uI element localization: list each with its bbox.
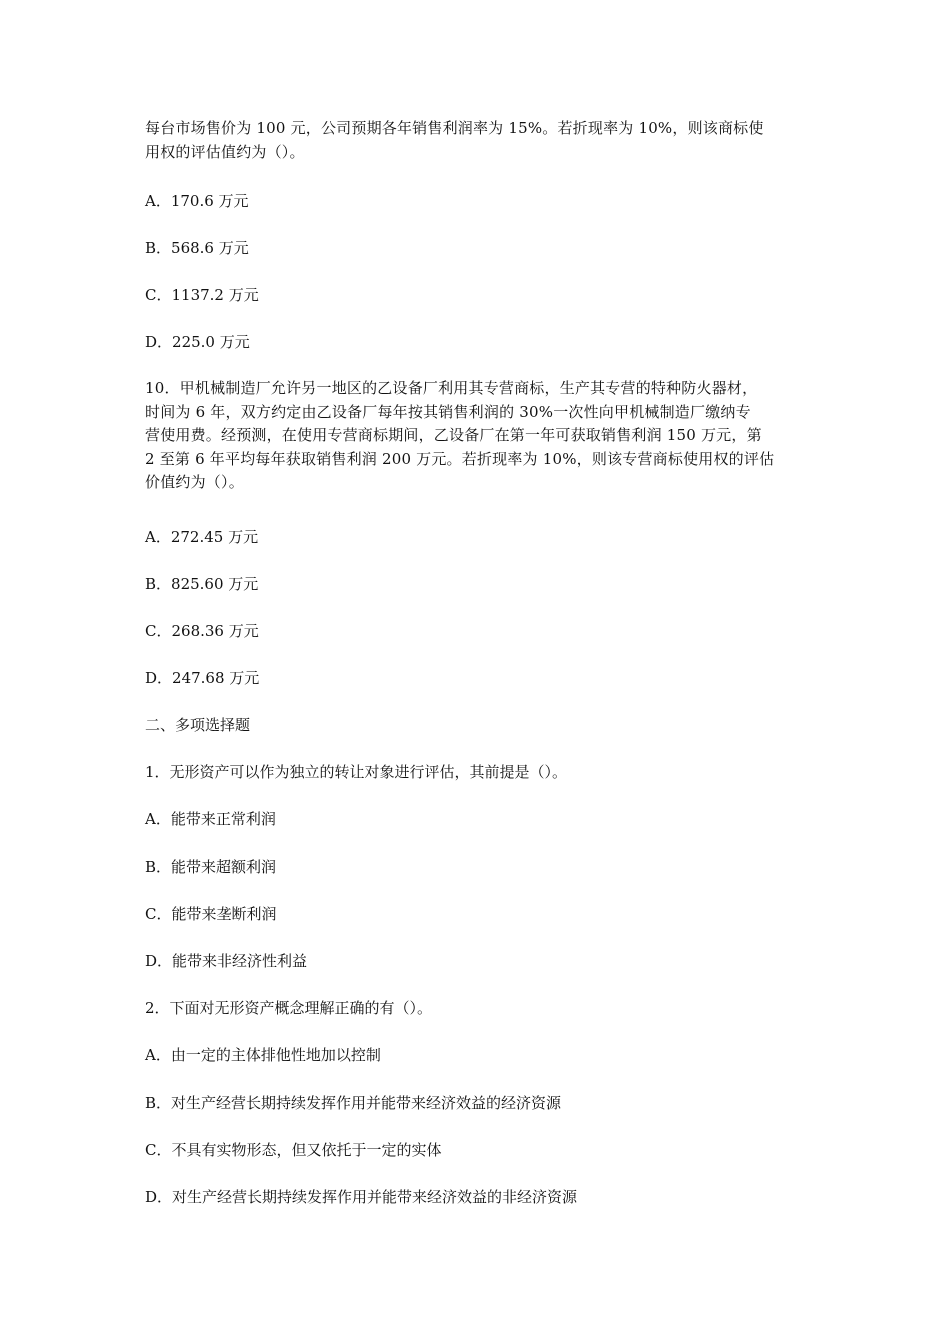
q10-option-a: A．272.45 万元	[145, 528, 259, 546]
q9-stem-continuation	[145, 117, 810, 164]
q10-option-b: B．825.60 万元	[145, 575, 259, 593]
mq2-option-a: A．由一定的主体排他性地加以控制	[145, 1046, 381, 1064]
mq2-option-d: D．对生产经营长期持续发挥作用并能带来经济效益的非经济资源	[145, 1188, 578, 1206]
mq1-option-d: D．能带来非经济性利益	[145, 952, 308, 970]
q9-stem-line: 用权的评估值约为（）。	[145, 142, 305, 161]
q9-option-d: D．225.0 万元	[145, 333, 250, 351]
mq2-stem: 2．下面对无形资产概念理解正确的有（）。	[145, 999, 433, 1017]
q10-stem-line: 2 至第 6 年平均每年获取销售利润 200 万元。若折现率为 10%，则该专营商标使用权的评估	[145, 449, 775, 468]
q10-stem-line: 价值约为（）。	[145, 473, 244, 491]
q9-option-c: C．1137.2 万元	[145, 286, 259, 304]
mq2-option-c: C．不具有实物形态，但又依托于一定的实体	[145, 1141, 442, 1159]
q9-option-a: A．170.6 万元	[145, 192, 249, 210]
q10-option-d: D．247.68 万元	[145, 669, 260, 687]
mq1-option-a: A．能带来正常利润	[145, 810, 276, 828]
q10-stem-line: 10．甲机械制造厂允许另一地区的乙设备厂利用其专营商标，生产其专营的特种防火器材，	[145, 379, 758, 397]
q10-stem-line: 营使用费。经预测，在使用专营商标期间，乙设备厂在第一年可获取销售利润 150 万元，第	[145, 426, 762, 444]
mq1-option-c: C．能带来垄断利润	[145, 905, 277, 923]
q10-stem	[145, 377, 810, 495]
mq2-option-b: B．对生产经营长期持续发挥作用并能带来经济效益的经济资源	[145, 1094, 562, 1112]
q9-option-b: B．568.6 万元	[145, 239, 249, 257]
q9-stem-line: 每台市场售价为 100 元，公司预期各年销售利润率为 15%。若折现率为 10%，则该商标使	[145, 119, 764, 137]
section-heading-multiple-choice: 二、多项选择题	[145, 716, 251, 734]
mq1-stem: 1．无形资产可以作为独立的转让对象进行评估，其前提是（）。	[145, 763, 568, 781]
mq1-option-b: B．能带来超额利润	[145, 858, 277, 876]
q10-stem-line: 时间为 6 年，双方约定由乙设备厂每年按其销售利润的 30%一次性向甲机械制造厂缴纳专	[145, 402, 751, 421]
q10-option-c: C．268.36 万元	[145, 622, 259, 640]
